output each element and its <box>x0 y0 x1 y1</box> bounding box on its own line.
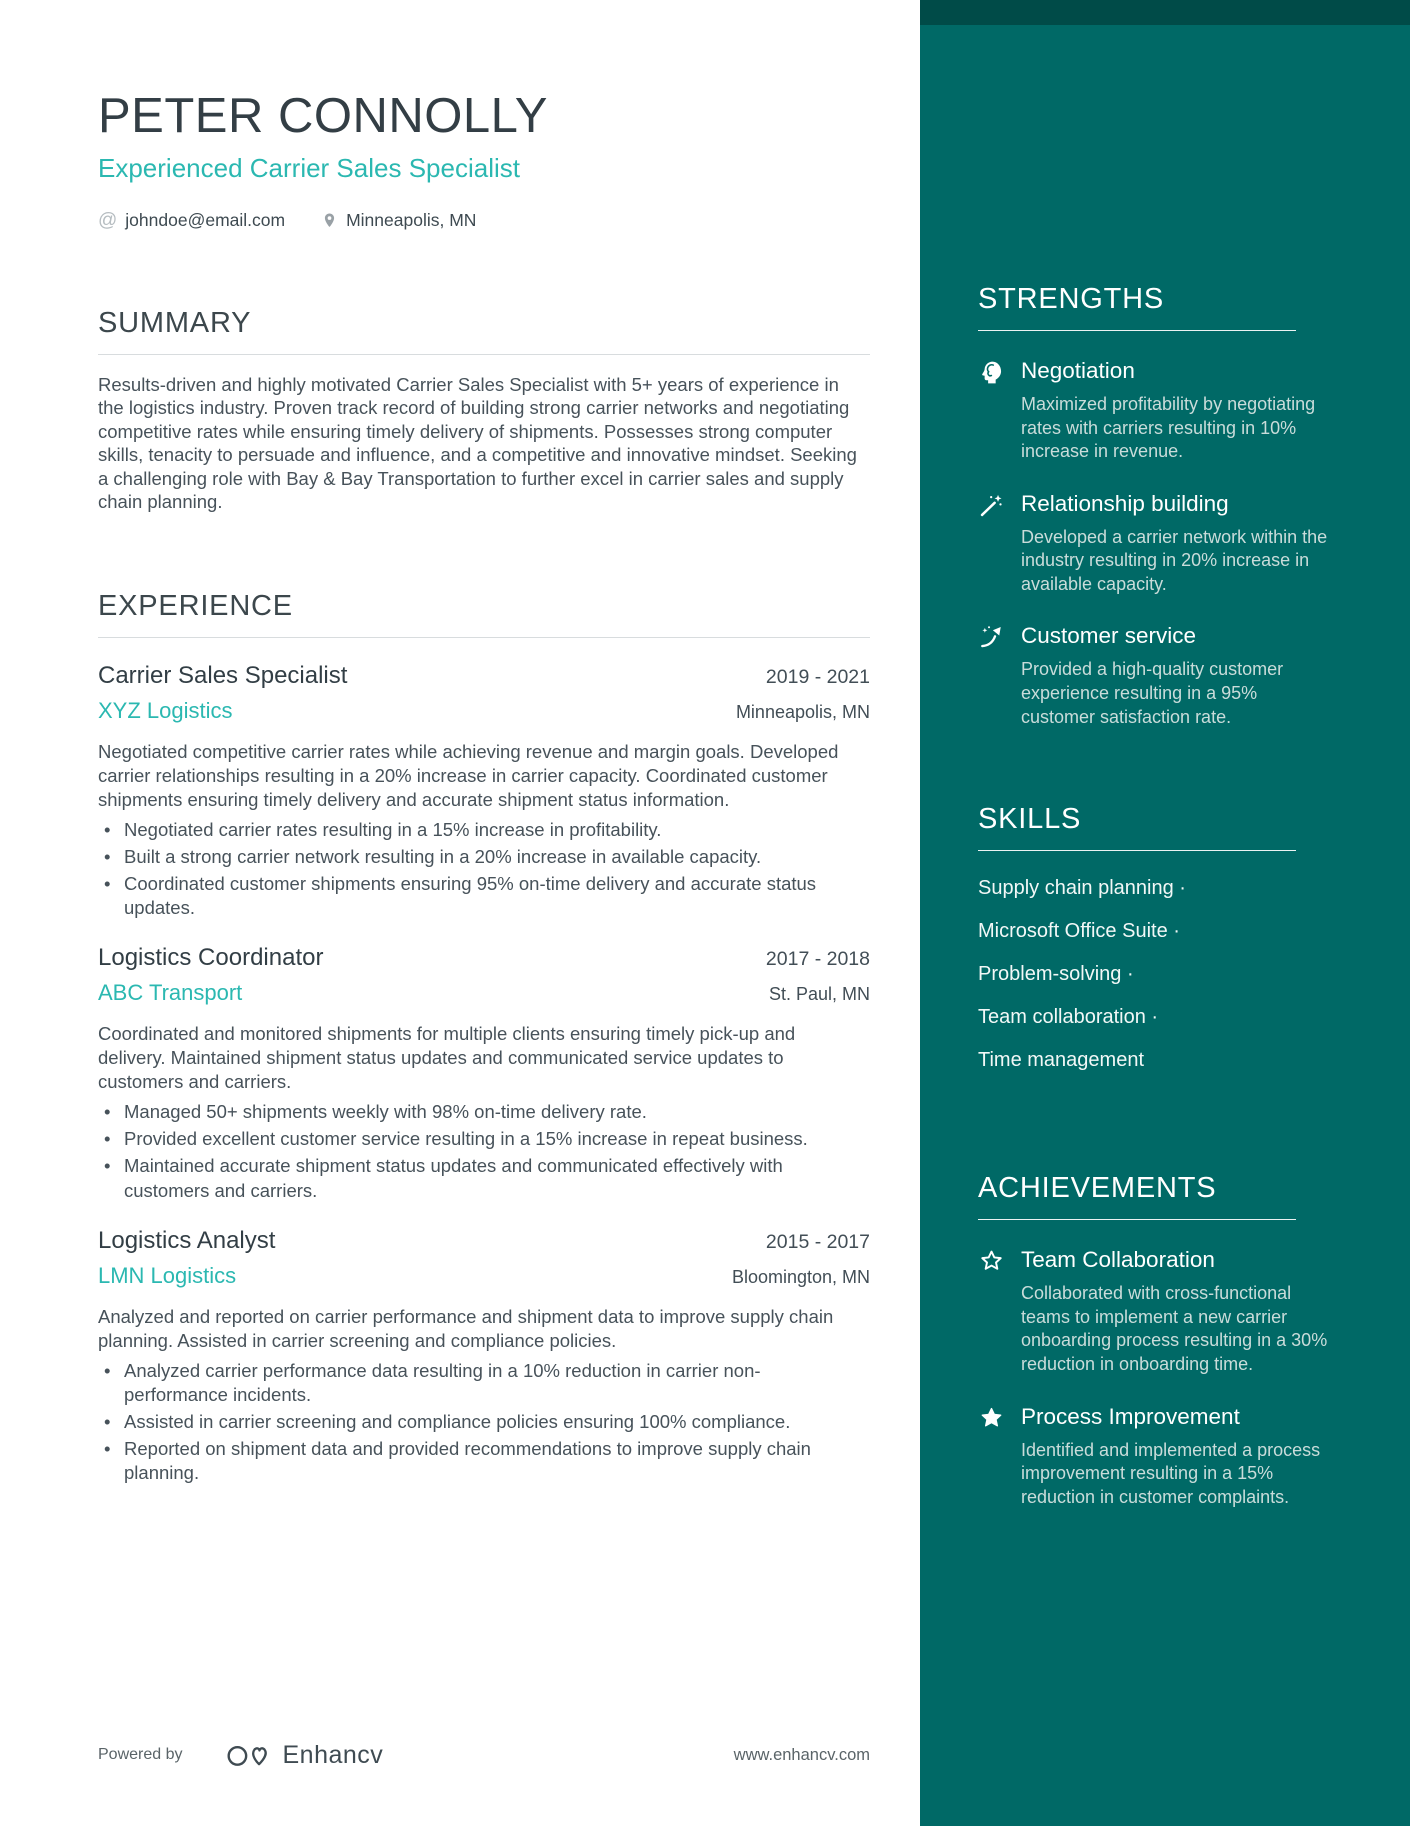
strength-item <box>978 623 1354 729</box>
achievement-item <box>978 1404 1354 1510</box>
company-name: LMN Logistics <box>98 1262 237 1288</box>
skills-list <box>978 877 1354 1072</box>
website-link[interactable]: www.enhancv.com <box>733 1745 870 1764</box>
strength-text: Provided a high-quality customer experience resulting in a 95% customer satisfaction rate. <box>1021 659 1284 727</box>
candidate-headline: Experienced Carrier Sales Specialist <box>98 153 520 183</box>
strength-text: Maximized profitability by negotiating rates with carriers resulting in 10% increase in revenue. <box>1021 394 1316 462</box>
strength-title: Relationship building <box>1021 490 1229 516</box>
strength-item <box>978 358 1354 464</box>
achievements-divider <box>978 1219 1296 1220</box>
job-title: Logistics Analyst <box>98 1226 276 1254</box>
job-entry <box>98 1227 870 1485</box>
footer <box>98 1738 870 1772</box>
job-bullet-list <box>98 1359 858 1485</box>
summary-section <box>98 307 870 514</box>
strengths-divider <box>978 330 1296 331</box>
bullet-item: • Provided excellent customer service resulting in a 15% increase in repeat business. <box>98 1127 858 1151</box>
job-bullet-list <box>98 818 858 920</box>
location-contact <box>321 210 476 231</box>
strength-title: Negotiation <box>1021 358 1135 383</box>
achievement-item <box>978 1247 1354 1376</box>
job-dates: 2015 - 2017 <box>765 1230 870 1253</box>
skill-item: Microsoft Office Suite · <box>978 920 1180 943</box>
magic-wand-icon <box>978 492 1005 519</box>
head-brain-icon <box>978 359 1005 386</box>
job-title: Logistics Coordinator <box>98 944 324 972</box>
job-description: Coordinated and monitored shipments for multiple clients ensuring timely pick-up and delivery. Maintained shipment status updates and communicated service updates to customers and carriers. <box>98 1023 796 1093</box>
skill-item: Time management <box>978 1049 1144 1072</box>
sidebar-top-band <box>920 0 1410 25</box>
strengths-heading: STRENGTHS <box>978 283 1165 315</box>
experience-divider <box>98 637 870 638</box>
company-name: ABC Transport <box>98 980 243 1006</box>
star-outline-icon <box>978 1248 1005 1275</box>
job-dates: 2017 - 2018 <box>765 948 870 971</box>
company-name: XYZ Logistics <box>98 697 233 723</box>
bullet-item: • Negotiated carrier rates resulting in a 15% increase in profitability. <box>98 818 858 842</box>
job-entry <box>98 944 870 1202</box>
job-location: Minneapolis, MN <box>735 701 870 722</box>
contact-row <box>98 210 870 231</box>
strength-title: Customer service <box>1021 623 1197 649</box>
powered-by-label: Powered by <box>98 1746 183 1763</box>
achievement-text: Identified and implemented a process improvement resulting in a 15% reduction in customer complaints. <box>1021 1439 1321 1507</box>
achievement-title: Process Improvement <box>1021 1403 1240 1429</box>
bullet-item: • Reported on shipment data and provided recommendations to improve supply chain planning. <box>98 1437 858 1485</box>
job-location: Bloomington, MN <box>731 1266 870 1287</box>
bullet-item: • Built a strong carrier network resulting in a 20% increase in available capacity. <box>98 845 858 869</box>
strength-item <box>978 491 1354 597</box>
job-description: Analyzed and reported on carrier performance and shipment data to improve supply chain planning. Assisted in carrier screening and compliance policies. <box>98 1305 834 1351</box>
skills-section <box>978 803 1354 1072</box>
summary-text: Results-driven and highly motivated Carrier Sales Specialist with 5+ years of experience in the logistics industry. Proven track record of building strong carrier networks and negotiating competitive rates while ensuring timely delivery of shipments. Possesses strong computer skills, tenacity to persuade and influence, and a competitive and innovative mindset. Seeking a challenging role with Bay & Bay Transportation to further excel in carrier sales and supply chain planning. <box>98 374 857 513</box>
bullet-item: • Coordinated customer shipments ensuring 95% on-time delivery and accurate status updates. <box>98 872 858 920</box>
bullet-item: • Managed 50+ shipments weekly with 98% on-time delivery rate. <box>98 1100 858 1124</box>
sparkle-arrow-icon <box>978 624 1005 651</box>
email-text[interactable]: johndoe@email.com <box>125 210 286 230</box>
skill-item: Problem-solving · <box>978 963 1134 986</box>
achievements-section <box>978 1172 1354 1509</box>
achievement-title: Team Collaboration <box>1021 1247 1215 1273</box>
skills-heading: SKILLS <box>978 803 1082 836</box>
skill-item: Team collaboration · <box>978 1006 1159 1029</box>
job-dates: 2019 - 2021 <box>765 665 870 688</box>
job-bullet-list <box>98 1100 858 1202</box>
job-entry <box>98 662 870 920</box>
summary-divider <box>98 354 870 355</box>
achievement-text: Collaborated with cross-functional teams to implement a new carrier onboarding process resulting in a 30% reduction in onboarding time. <box>1021 1283 1328 1374</box>
experience-heading: EXPERIENCE <box>98 589 293 622</box>
job-location: St. Paul, MN <box>768 984 870 1005</box>
brand-wordmark: Enhancv <box>282 1740 384 1769</box>
achievements-heading: ACHIEVEMENTS <box>978 1172 1217 1205</box>
strengths-section <box>978 283 1354 729</box>
skill-item: Supply chain planning · <box>978 877 1186 900</box>
enhancv-brand <box>225 1738 384 1772</box>
star-filled-icon <box>978 1405 1005 1432</box>
bullet-item: • Maintained accurate shipment status updates and communicated effectively with customers and carriers. <box>98 1154 858 1202</box>
job-title: Carrier Sales Specialist <box>98 661 348 689</box>
email-contact <box>98 210 285 231</box>
enhancv-logo <box>225 1738 271 1772</box>
location-text: Minneapolis, MN <box>346 210 477 230</box>
at-icon: @ <box>98 210 118 231</box>
job-description: Negotiated competitive carrier rates while achieving revenue and margin goals. Developed carrier relationships resulting in a 20% increase in carrier capacity. Coordinated customer shipments ensuring timely delivery and accurate shipment status information. <box>98 740 839 810</box>
strength-text: Developed a carrier network within the industry resulting in 20% increase in available capacity. <box>1021 526 1328 594</box>
skills-divider <box>978 850 1296 851</box>
sidebar-content <box>920 25 1410 1549</box>
bullet-item: • Analyzed carrier performance data resulting in a 10% reduction in carrier non-performance incidents. <box>98 1359 858 1407</box>
bullet-item: • Assisted in carrier screening and compliance policies ensuring 100% compliance. <box>98 1410 858 1434</box>
summary-heading: SUMMARY <box>98 307 252 339</box>
sidebar <box>920 0 1410 1826</box>
candidate-name: PETER CONNOLLY <box>98 89 548 143</box>
location-pin-icon <box>321 212 338 229</box>
experience-section <box>98 590 870 1485</box>
